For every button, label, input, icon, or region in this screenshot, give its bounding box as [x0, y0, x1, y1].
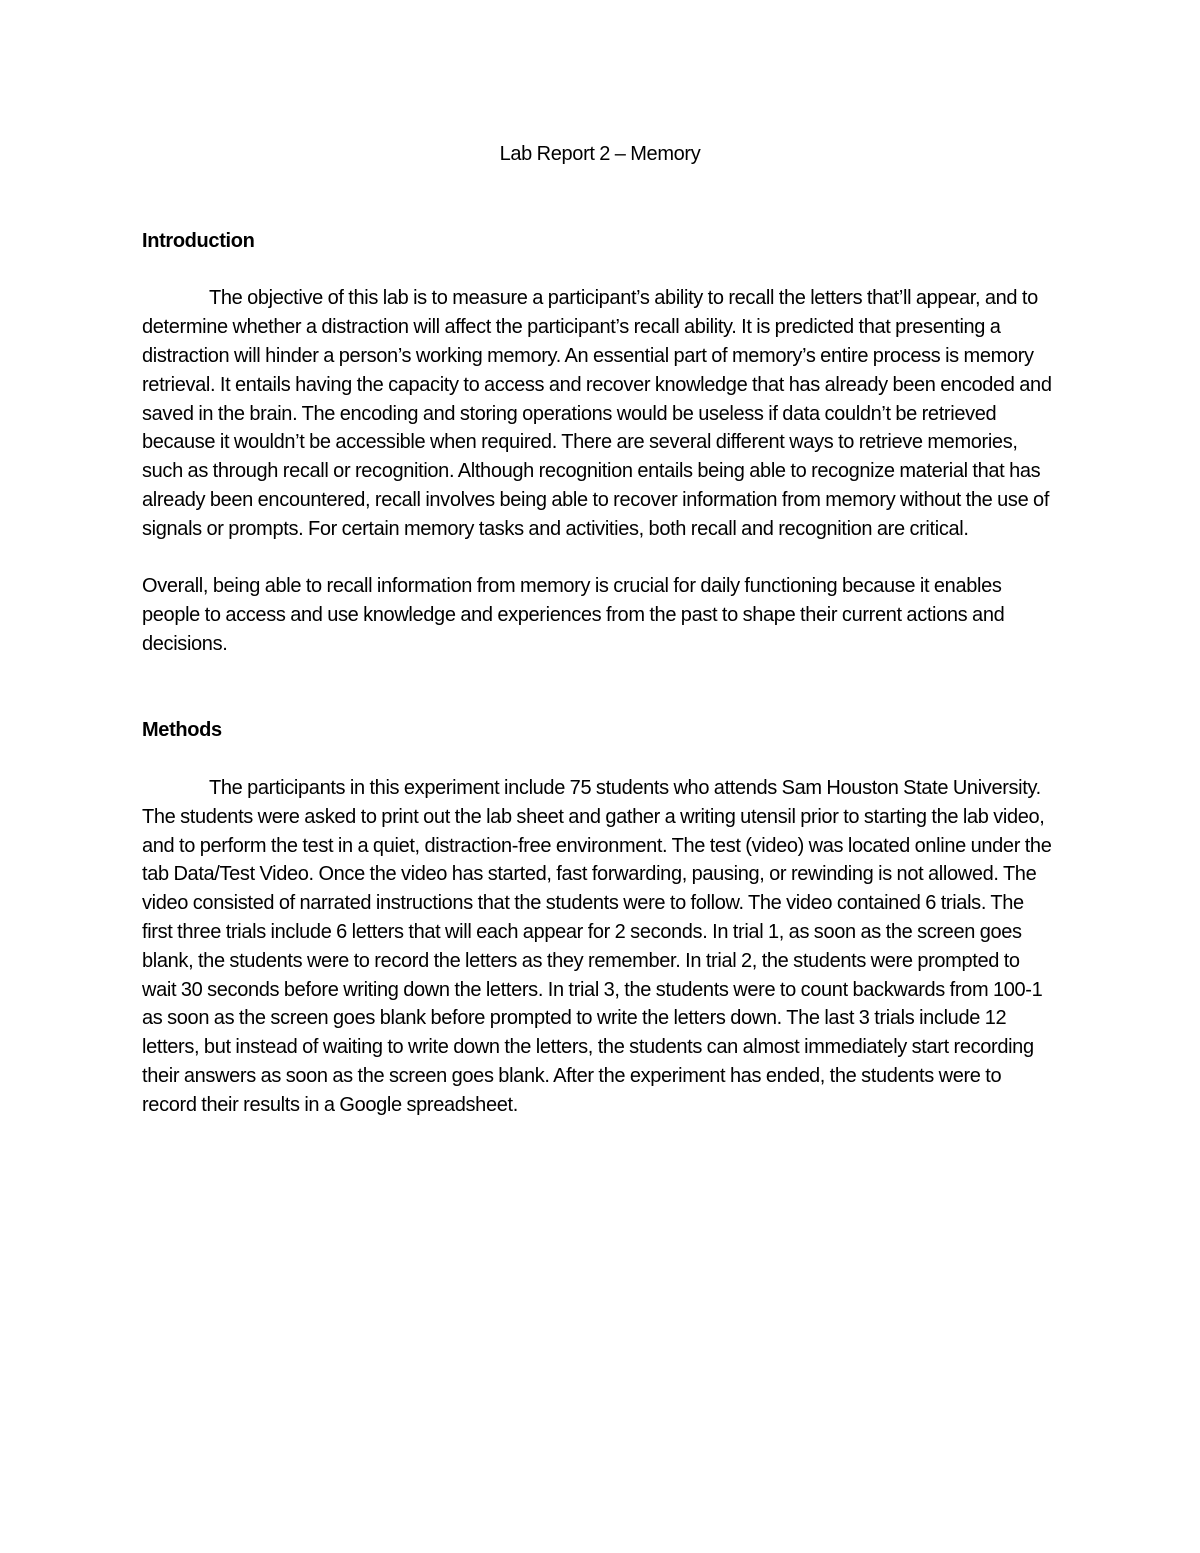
introduction-paragraph-1: The objective of this lab is to measure a participant’s ability to recall the letters that’ll appear, and to determine whether a distraction will affect the participant’s recall ability. It is predicted that presenting a distraction will hinder a person’s working memory. An essential part of memory’s entire process is memory retrieval. It entails having the capacity to access and recover knowledge that has already been encoded and saved in the brain. The encoding and storing operations would be useless if data couldn’t be retrieved because it wouldn’t be accessible when required. There are several different ways to retrieve memories, such as through recall or recognition. Although recognition entails being able to recognize material that has already been encountered, recall involves being able to recover information from memory without the use of signals or prompts. For certain memory tasks and activities, both recall and recognition are critical.	[142, 287, 1052, 540]
section-heading-methods: Methods	[142, 719, 222, 742]
spacer	[142, 659, 1058, 717]
spacer	[142, 544, 1058, 573]
document-body	[142, 140, 1058, 1120]
section-heading-introduction: Introduction	[142, 229, 255, 252]
methods-paragraph-1: The participants in this experiment include 75 students who attends Sam Houston State University. The students were asked to print out the lab sheet and gather a writing utensil prior to starting the lab video, and to perform the test in a quiet, distraction-free environment. The test (video) was located online under the tab Data/Test Video. Once the video has started, fast forwarding, pausing, or rewinding is not allowed. The video consisted of narrated instructions that the students were to follow. The video contained 6 trials. The first three trials include 6 letters that will each appear for 2 seconds. In trial 1, as soon as the screen goes blank, the students were to record the letters as they remember. In trial 2, the students were prompted to wait 30 seconds before writing down the letters. In trial 3, the students were to count backwards from 100-1 as soon as the screen goes blank before prompted to write the letters down. The last 3 trials include 12 letters, but instead of waiting to write down the letters, the students can almost immediately start recording their answers as soon as the screen goes blank. After the experiment has ended, the students were to record their results in a Google spreadsheet.	[142, 776, 1052, 1116]
spacer	[142, 745, 1058, 774]
spacer	[142, 256, 1058, 285]
document-title: Lab Report 2 – Memory	[499, 143, 701, 165]
spacer	[142, 169, 1058, 227]
introduction-paragraph-2: Overall, being able to recall information from memory is crucial for daily functioning because it enables people to access and use knowledge and experiences from the past to shape their current actions and decisions.	[142, 575, 1005, 655]
